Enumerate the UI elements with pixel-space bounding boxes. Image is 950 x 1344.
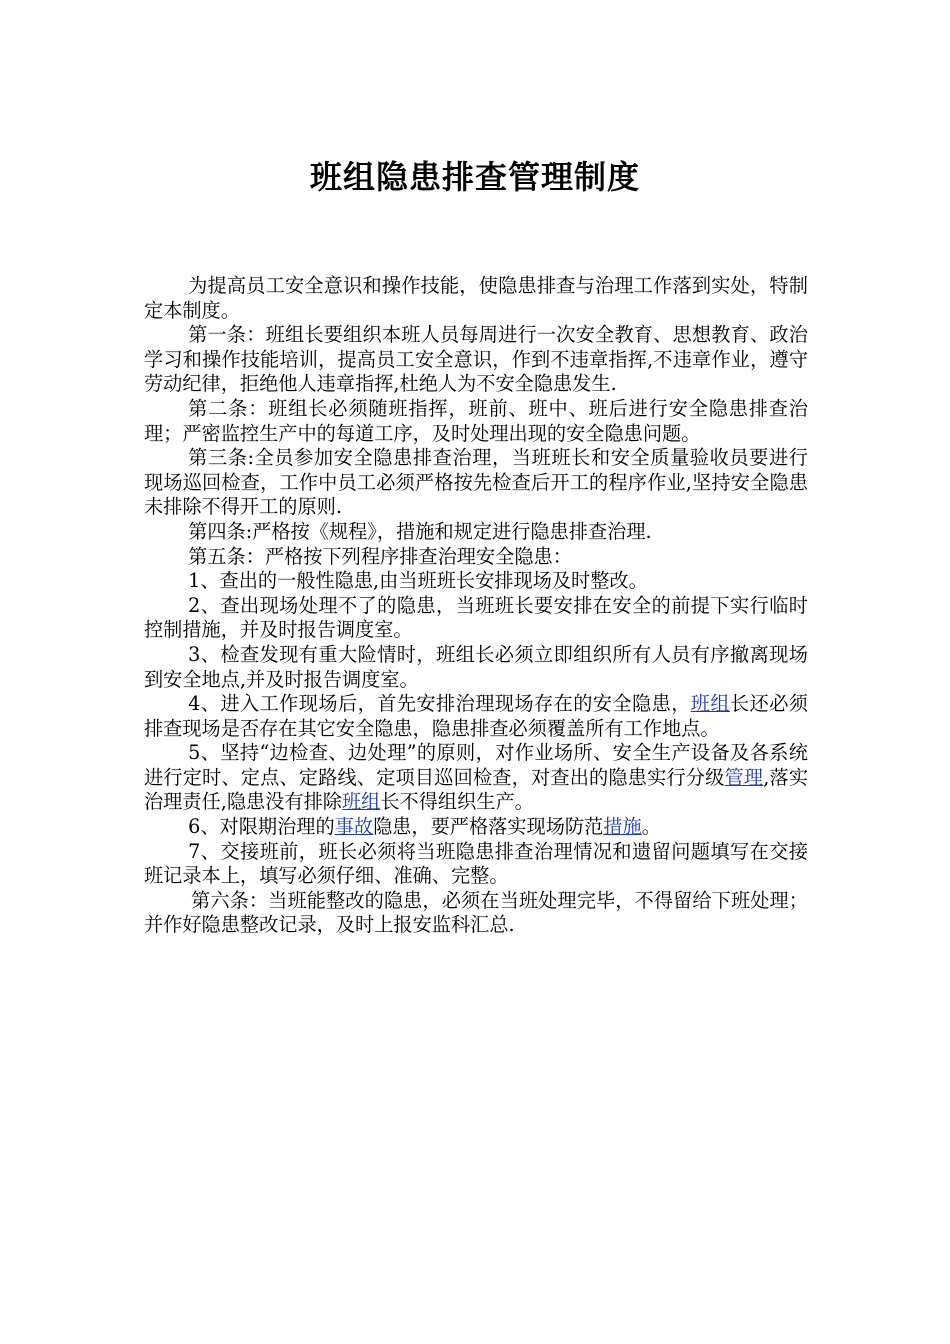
document-paragraph — [144, 520, 808, 545]
paragraph-text: 隐患，要严格落实现场防范 — [373, 815, 604, 839]
document-body — [144, 274, 808, 938]
inline-link[interactable]: 班组 — [341, 790, 381, 814]
paragraph-text: ,落实治理责任,隐患没有排除 — [144, 765, 809, 814]
inline-link[interactable]: 措施 — [603, 815, 642, 839]
document-paragraph — [144, 643, 808, 692]
paragraph-text: 1、查出的一般性隐患,由当班班长安排现场及时整改。 — [188, 569, 648, 593]
inline-link[interactable]: 事故 — [334, 815, 374, 839]
paragraph-text: 长还必须排查现场是否存在其它安全隐患，隐患排查必须覆盖所有工作地点。 — [144, 692, 808, 740]
paragraph-text: 第二条：班组长必须随班指挥，班前、班中、班后进行安全隐患排查治理；严密监控生产中的每道工序，及时处理出现的安全隐患问题。 — [144, 396, 808, 445]
paragraph-text: 第五条：严格按下列程序排查治理安全隐患： — [188, 544, 572, 568]
paragraph-text: 5、坚持“边检查、边处理”的原则，对作业场所、安全生产设备及各系统进行定时、定点、定路线、定项目巡回检查，对查出的隐患实行分级 — [144, 741, 808, 789]
document-paragraph — [144, 274, 808, 323]
paragraph-text: 长不得组织生产。 — [380, 790, 534, 814]
inline-link[interactable]: 班组 — [690, 692, 730, 716]
paragraph-text: 第六条：当班能整改的隐患，必须在当班处理完毕，不得留给下班处理；并作好隐患整改记录，及时上报安监科汇总. — [144, 888, 808, 937]
document-paragraph — [144, 397, 808, 446]
document-title: 班组隐患排查管理制度 — [309, 158, 640, 196]
paragraph-text: 第一条：班组长要组织本班人员每周进行一次安全教育、思想教育、政治学习和操作技能培训，提高员工安全意识，作到不违章指挥,不违章作业，遵守劳动纪律，拒绝他人违章指挥,杜绝人为不安全隐患发生. — [144, 323, 808, 396]
paragraph-text: 。 — [641, 815, 661, 839]
paragraph-text: 2、查出现场处理不了的隐患，当班班长要安排在安全的前提下实行临时控制措施，并及时报告调度室。 — [144, 593, 808, 642]
document-paragraph — [144, 323, 808, 397]
document-paragraph — [144, 815, 808, 840]
paragraph-text: 6、对限期治理的 — [188, 815, 335, 839]
paragraph-text: 为提高员工安全意识和操作技能，使隐患排查与治理工作落到实处，特制定本制度。 — [144, 274, 808, 322]
paragraph-text: 3、检查发现有重大险情时，班组长必须立即组织所有人员有序撤离现场到安全地点,并及时报告调度室。 — [144, 642, 808, 691]
document-paragraph — [144, 446, 808, 520]
document-paragraph — [144, 840, 808, 889]
paragraph-text: 4、进入工作现场后，首先安排治理现场存在的安全隐患， — [188, 692, 691, 716]
document-paragraph — [144, 569, 808, 594]
inline-link[interactable]: 管理 — [724, 765, 764, 789]
paragraph-text: 第四条:严格按《规程》，措施和规定进行隐患排查治理. — [188, 519, 652, 543]
document-paragraph — [144, 692, 808, 741]
paragraph-text: 7、交接班前，班长必须将当班隐患排查治理情况和遗留问题填写在交接班记录本上，填写必须仔细、准确、完整。 — [144, 839, 808, 888]
paragraph-text: 第三条:全员参加安全隐患排查治理，当班班长和安全质量验收员要进行现场巡回检查，工作中员工必须严格按先检查后开工的程序作业,坚持安全隐患未排除不得开工的原则. — [144, 446, 808, 519]
document-paragraph — [144, 545, 808, 570]
document-paragraph — [144, 889, 808, 938]
document-paragraph — [144, 594, 808, 643]
document-paragraph — [144, 741, 808, 815]
